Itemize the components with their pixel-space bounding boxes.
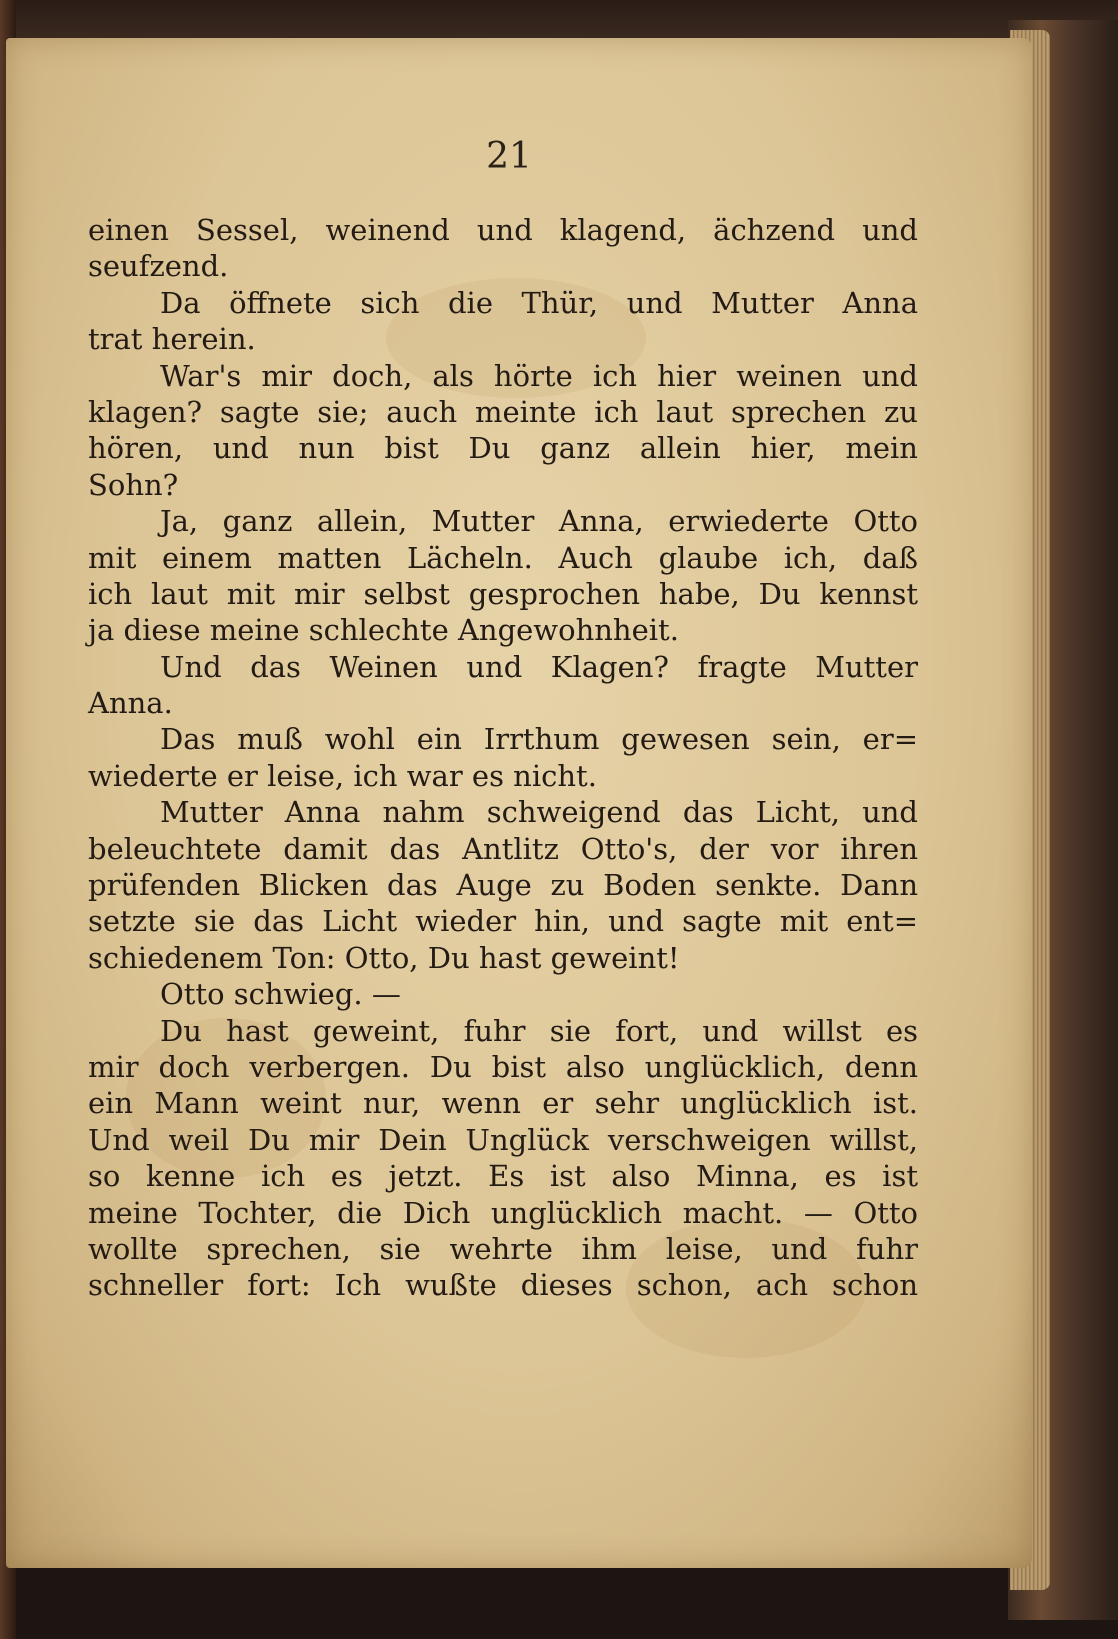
text-line: prüfenden Blicken das Auge zu Boden senkte. Dann (88, 868, 918, 903)
text-line: ich laut mit mir selbst gesprochen habe, Du kennst (88, 576, 918, 611)
text-line: Und weil Du mir Dein Unglück verschweigen willst, (88, 1122, 918, 1157)
text-line: so kenne ich es jetzt. Es ist also Minna, es ist (88, 1159, 918, 1194)
text-line: mir doch verbergen. Du bist also unglücklich, denn (88, 1049, 918, 1084)
text-line: beleuchtete damit das Antlitz Otto's, der vor ihren (88, 831, 918, 866)
text-line: meine Tochter, die Dich unglücklich macht. — Otto (88, 1195, 918, 1230)
text-line: Anna. (88, 686, 173, 721)
text-line: ein Mann weint nur, wenn er sehr unglücklich ist. (88, 1086, 918, 1121)
text-line: Da öffnete sich die Thür, und Mutter Anna (160, 285, 918, 320)
text-line: Otto schwieg. — (160, 977, 401, 1012)
text-line: klagen? sagte sie; auch meinte ich laut sprechen zu (88, 394, 918, 429)
text-line: wollte sprechen, sie wehrte ihm leise, und fuhr (88, 1231, 918, 1266)
text-line: wiederte er leise, ich war es nicht. (88, 758, 597, 793)
text-line: Mutter Anna nahm schweigend das Licht, und (160, 795, 918, 830)
text-line: War's mir doch, als hörte ich hier weinen und (160, 358, 918, 393)
text-line: schneller fort: Ich wußte dieses schon, ach schon (88, 1268, 918, 1303)
text-line: Ja, ganz allein, Mutter Anna, erwiederte Otto (160, 504, 918, 539)
text-line: Das muß wohl ein Irrthum gewesen sein, er= (160, 722, 918, 757)
text-line: hören, und nun bist Du ganz allein hier, mein (88, 431, 918, 466)
text-line: einen Sessel, weinend und klagend, ächzend und (88, 213, 918, 247)
text-line: ja diese meine schlechte Angewohnheit. (88, 613, 679, 648)
text-line: trat herein. (88, 322, 256, 357)
text-line: Und das Weinen und Klagen? fragte Mutter (160, 649, 918, 684)
page-number: 21 (486, 136, 532, 177)
book-top-edge (0, 0, 1118, 40)
text-line: Du hast geweint, fuhr sie fort, und willst es (160, 1013, 918, 1048)
text-line: schiedenem Ton: Otto, Du hast geweint! (88, 940, 680, 975)
text-line: Sohn? (88, 467, 179, 502)
text-line: setzte sie das Licht wieder hin, und sagte mit ent= (88, 904, 918, 939)
body-text (88, 212, 918, 1304)
text-line: mit einem matten Lächeln. Auch glaube ich, daß (88, 540, 918, 575)
text-line: seufzend. (88, 249, 229, 284)
